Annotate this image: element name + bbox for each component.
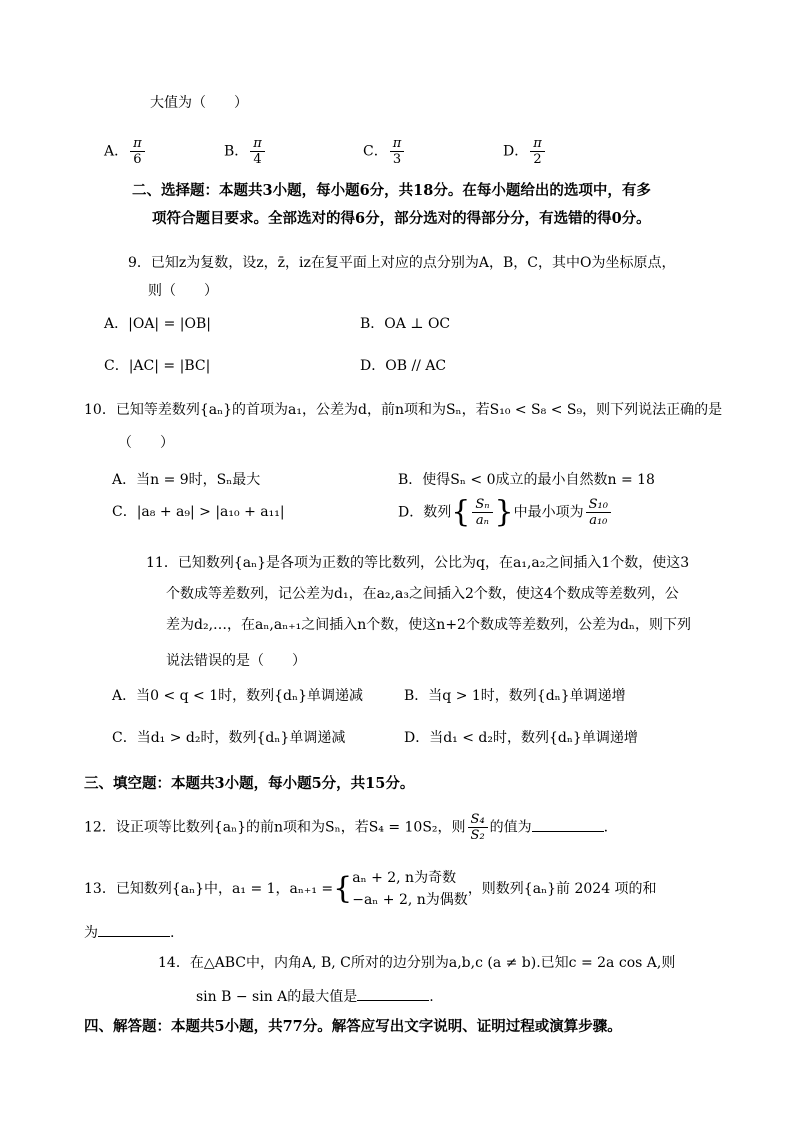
section2-heading-line1: 二、选择题：本题共3小题，每小题6分，共18分。在每小题给出的选项中，有多 [132,182,651,199]
q10-option-a: A．当n = 9时，Sₙ最大 [112,472,261,488]
q8-option-b [224,136,267,167]
fraction-numerator: Sₙ [472,497,492,513]
q14-stem-line1: 14．在△ABC中，内角A, B, C所对的边分别为a,b,c (a ≠ b).已知c = 2a cos A,则 [158,955,676,971]
option-label: A． [104,143,129,160]
case-odd: aₙ + 2, n为奇数 [352,870,457,886]
q13-prefix: 13．已知数列{aₙ}中，a₁ = 1，aₙ₊₁ = [84,881,334,897]
fraction-denominator: a₁₀ [589,513,608,528]
q9-option-d: D．OB // AC [360,358,447,374]
q11-option-d: D．当d₁ < d₂时，数列{dₙ}单调递增 [404,730,638,746]
fraction-denominator: S₂ [470,828,485,843]
option-label: C． [363,143,388,160]
answer-blank[interactable] [532,817,604,832]
left-brace: { [451,494,471,530]
q14-stem-line2 [196,986,434,1007]
option-denominator: 4 [253,152,262,167]
case-even: −aₙ + 2, n为偶数 [352,892,468,908]
answer-blank[interactable] [357,986,429,1001]
q10-option-c: C．|a₈ + a₉| > |a₁₀ + a₁₁| [112,504,285,520]
left-brace: { [333,871,353,906]
q11-option-b: B．当q > 1时，数列{dₙ}单调递增 [404,688,626,704]
fraction-denominator: aₙ [475,513,489,528]
section2-heading-line2: 项符合题目要求。全部选对的得6分，部分选对的得部分分，有选错的得0分。 [152,210,651,227]
q10-option-d [398,494,613,530]
answer-blank[interactable] [98,922,170,937]
q12-end: . [603,819,609,836]
option-label: D． [503,143,529,160]
q12-prefix: 12．设正项等比数列{aₙ}的前n项和为Sₙ，若S₄ = 10S₂，则 [84,819,466,836]
option-denominator: 6 [133,152,142,167]
q14-end: . [429,989,434,1005]
q11-stem-line2: 个数成等差数列，记公差为d₁，在a₂,a₃之间插入2个数，使这4个数成等差数列，公 [166,586,679,602]
option-numerator: π [130,136,145,152]
q9-stem-paren: 则（ ） [148,283,218,299]
q9-option-a: A．|OA| = |OB| [104,316,211,332]
q10-option-d-mid: 中最小项为 [513,504,584,521]
q12-stem [84,812,608,843]
option-label: B． [224,143,249,160]
q13-line2 [84,922,174,943]
section3-heading: 三、填空题：本题共3小题，每小题5分，共15分。 [84,775,415,792]
q13-suffix: ，则数列{aₙ}前 2024 项的和 [467,881,657,897]
q13-end: . [170,925,175,941]
q11-option-c: C．当d₁ > d₂时，数列{dₙ}单调递减 [112,730,346,746]
q8-option-c [363,136,406,167]
q8-option-d [503,136,547,167]
q10-stem-paren: （ ） [118,435,174,451]
section4-heading: 四、解答题：本题共5小题，共77分。解答应写出文字说明、证明过程或演算步骤。 [84,1018,622,1035]
fraction-numerator: S₄ [468,812,488,828]
q9-option-b: B．OA ⊥ OC [360,316,451,332]
q10-stem: 10．已知等差数列{aₙ}的首项为a₁，公差为d，前n项和为Sₙ，若S₁₀ < S₈ < S₉，则下列说法正确的是 [84,402,723,418]
option-numerator: π [250,136,265,152]
q11-stem-line4: 说法错误的是（ ） [166,653,306,669]
q8-stem-tail: 大值为（ ） [150,95,248,111]
option-numerator: π [530,136,545,152]
q12-suffix: 的值为 [489,819,532,836]
option-numerator: π [390,136,405,152]
q9-stem: 9．已知z为复数，设z，z̄，iz在复平面上对应的点分别为A，B，C，其中O为坐标原点， [128,255,676,271]
q11-stem-line1: 11．已知数列{aₙ}是各项为正数的等比数列，公比为q，在a₁,a₂之间插入1个数，使这3 [146,555,690,571]
q10-option-b: B．使得Sₙ < 0成立的最小自然数n = 18 [398,472,655,488]
q13-stem [84,867,657,911]
option-denominator: 3 [392,152,402,167]
q10-option-d-prefix: D．数列 [398,504,452,521]
q11-stem-line3: 差为d₂,…，在aₙ,aₙ₊₁之间插入n个数，使这n+2个数成等差数列，公差为dₙ，则下列 [166,617,691,633]
q11-option-a: A．当0 < q < 1时，数列{dₙ}单调递减 [112,688,363,704]
q9-option-c: C．|AC| = |BC| [104,358,211,374]
q8-option-a [104,136,147,167]
q14-line2-text: sin B − sin A的最大值是 [196,989,358,1005]
q13-line2-text: 为 [84,925,98,941]
option-denominator: 2 [533,152,542,167]
fraction-numerator: S₁₀ [586,497,611,513]
right-brace: } [494,494,514,530]
